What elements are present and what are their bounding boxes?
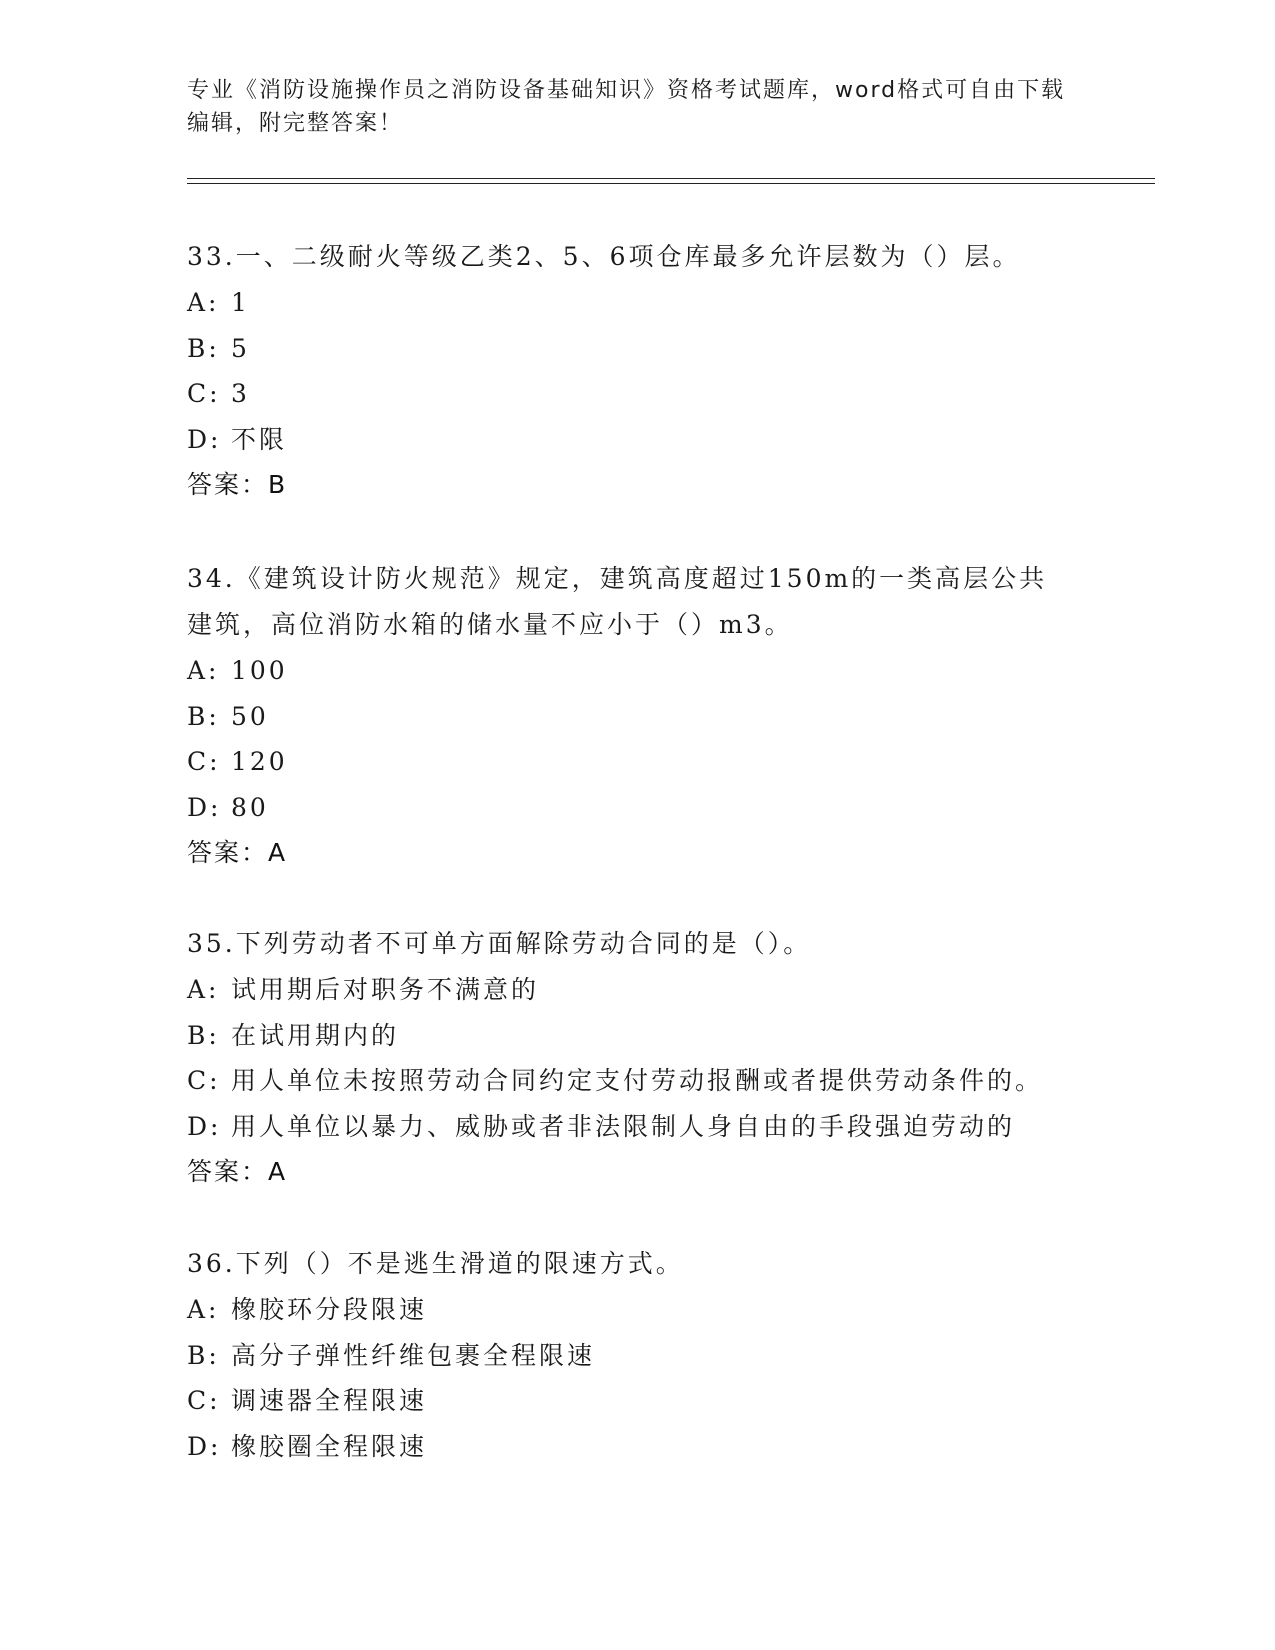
option-key: C: [187, 379, 221, 408]
question-stem: 35.下列劳动者不可单方面解除劳动合同的是（）。 [187, 929, 812, 958]
option-c [187, 739, 1067, 785]
option-key: C: [187, 1066, 221, 1095]
question-36 [187, 1241, 1067, 1469]
option-text: 50 [231, 701, 269, 731]
header-divider-top [187, 178, 1155, 179]
option-key: C: [187, 1386, 221, 1415]
option-b [187, 1013, 1067, 1059]
option-key: D: [187, 1431, 222, 1461]
option-text: 橡胶圈全程限速 [231, 1431, 428, 1461]
document-header [187, 74, 1067, 140]
option-text: 80 [231, 792, 269, 822]
question-stem: 36.下列（）不是逃生滑道的限速方式。 [187, 1249, 684, 1278]
option-c [187, 1378, 1067, 1424]
option-a [187, 280, 1067, 326]
option-b [187, 326, 1067, 372]
option-text: 调速器全程限速 [231, 1386, 428, 1415]
option-text: 橡胶环分段限速 [231, 1295, 428, 1324]
option-key: C: [187, 747, 221, 776]
option-b [187, 694, 1067, 740]
option-a [187, 1287, 1067, 1333]
question-35 [187, 921, 1067, 1194]
option-key: A: [187, 975, 220, 1004]
option-d [187, 1104, 1067, 1150]
question-33 [187, 234, 1067, 507]
option-key: B: [187, 1340, 220, 1370]
option-key: B: [187, 701, 220, 731]
answer-line: 答案：B [187, 470, 288, 499]
option-text: 100 [231, 656, 288, 685]
option-text: 120 [231, 747, 288, 776]
answer-line: 答案：A [187, 1157, 288, 1186]
question-stem: 33.一、二级耐火等级乙类2、5、6项仓库最多允许层数为（）层。 [187, 242, 1021, 271]
option-key: B: [187, 333, 220, 363]
option-key: D: [187, 424, 222, 454]
option-key: A: [187, 288, 220, 317]
option-text: 不限 [231, 424, 288, 454]
question-stem: 34.《建筑设计防火规范》规定，建筑高度超过150m的一类高层公共建筑，高位消防水箱的储水量不应小于（）m3。 [187, 564, 1048, 639]
option-text: 1 [231, 288, 250, 317]
option-key: D: [187, 1111, 222, 1141]
option-text: 用人单位未按照劳动合同约定支付劳动报酬或者提供劳动条件的。 [231, 1066, 1044, 1095]
header-divider-bottom [187, 183, 1155, 184]
option-text: 3 [231, 379, 250, 408]
option-text: 高分子弹性纤维包裹全程限速 [231, 1340, 596, 1370]
option-a [187, 967, 1067, 1013]
answer-line: 答案：A [187, 838, 288, 867]
option-key: A: [187, 1295, 220, 1324]
option-c [187, 371, 1067, 417]
option-key: D: [187, 792, 222, 822]
header-text: 专业《消防设施操作员之消防设备基础知识》资格考试题库，word格式可自由下载编辑，附完整答案！ [187, 78, 1066, 136]
option-text: 试用期后对职务不满意的 [231, 975, 540, 1004]
option-text: 在试用期内的 [231, 1020, 400, 1050]
option-text: 用人单位以暴力、威胁或者非法限制人身自由的手段强迫劳动的 [231, 1111, 1016, 1141]
option-d [187, 785, 1067, 831]
option-text: 5 [231, 333, 250, 363]
option-d [187, 1424, 1067, 1470]
option-key: B: [187, 1020, 220, 1050]
question-34 [187, 556, 1067, 875]
option-b [187, 1333, 1067, 1379]
option-d [187, 417, 1067, 463]
option-key: A: [187, 656, 220, 685]
option-c [187, 1058, 1067, 1104]
option-a [187, 648, 1067, 694]
